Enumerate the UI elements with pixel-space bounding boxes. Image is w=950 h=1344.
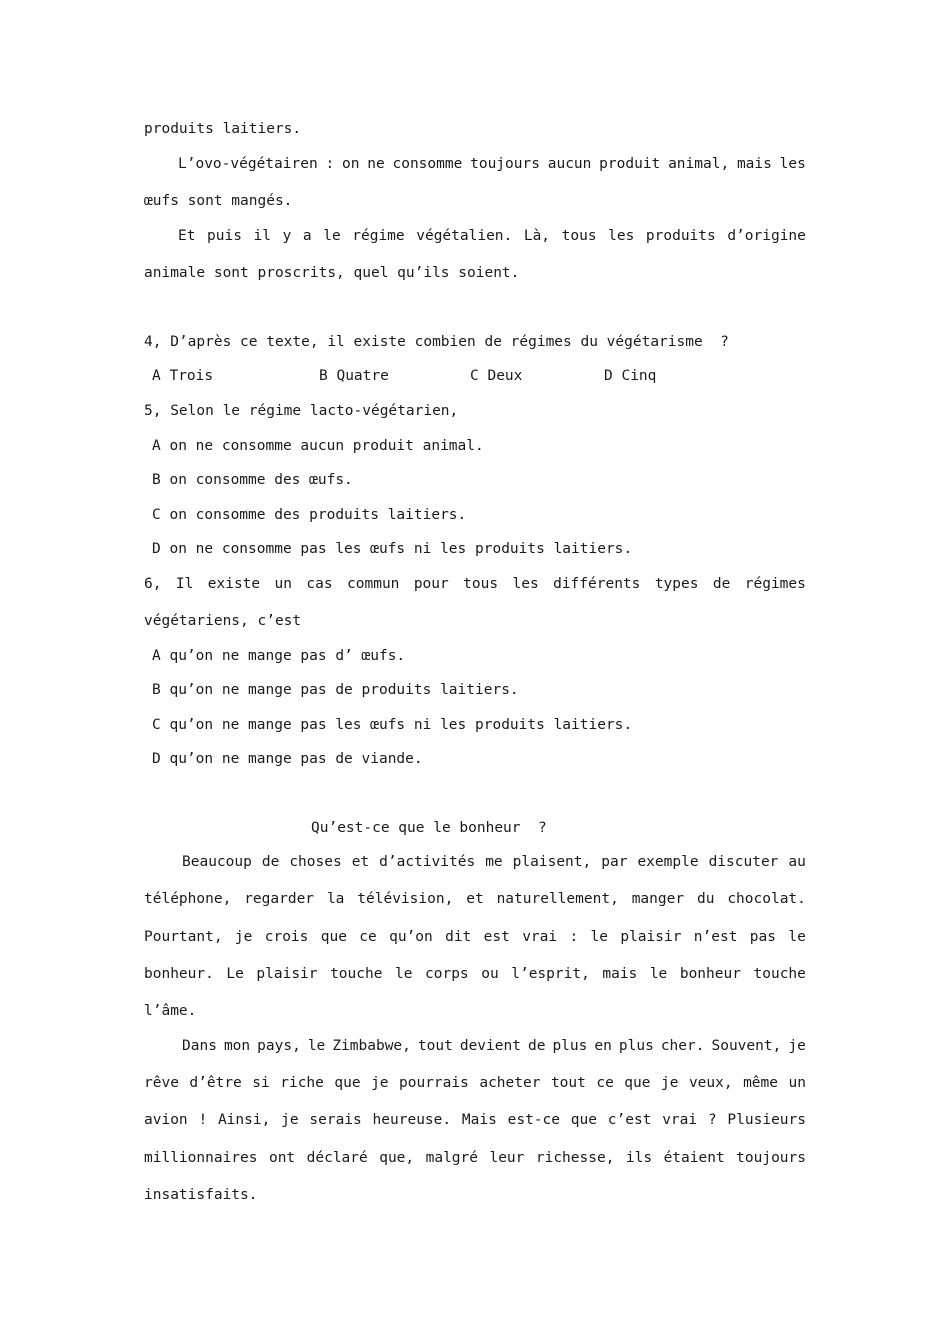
word: un: [788, 1075, 806, 1091]
word: naturellement,: [496, 891, 619, 907]
word: le: [395, 966, 413, 982]
word: les: [512, 576, 539, 592]
word: que: [320, 929, 347, 945]
passage1-ovo-line1: [178, 154, 806, 174]
word: si: [252, 1075, 270, 1091]
word: n’est: [693, 929, 738, 945]
word: c’est: [607, 1112, 652, 1128]
passage1-ovo-line2: œufs sont mangés.: [144, 193, 293, 209]
q5-option-a: A on ne consomme aucun produit animal.: [152, 438, 484, 454]
word: étaient: [663, 1150, 725, 1166]
word: plaisir: [256, 966, 318, 982]
passage2-p2-line1: [182, 1036, 806, 1056]
word: les: [779, 156, 806, 172]
word: mon: [223, 1038, 251, 1054]
word: riche: [280, 1075, 324, 1091]
passage2-p1-line5: l’âme.: [144, 1003, 197, 1019]
word: richesse,: [535, 1150, 615, 1166]
word: l’esprit,: [511, 966, 590, 982]
passage2-p2-line5: insatisfaits.: [144, 1187, 258, 1203]
word: produits: [645, 228, 716, 244]
word: au: [788, 854, 806, 870]
word: a: [302, 228, 312, 244]
word: L’ovo-végétairen: [178, 156, 318, 172]
word: je: [660, 1075, 679, 1091]
word: vrai: [662, 1112, 698, 1128]
q5-option-b: B on consomme des œufs.: [152, 472, 353, 488]
word: je: [788, 1038, 806, 1054]
word: serais: [309, 1112, 362, 1128]
word: régimes: [744, 576, 806, 592]
word: et: [466, 891, 484, 907]
word: tous: [561, 228, 597, 244]
word: que: [334, 1075, 361, 1091]
word: le: [307, 1038, 326, 1054]
word: mais: [736, 156, 772, 172]
word: Pourtant,: [144, 929, 223, 945]
passage1-line1: produits laitiers.: [144, 121, 302, 137]
question-4: 4, D’après ce texte, il existe combien de régimes du végétarisme ?: [144, 334, 729, 350]
word: mais: [602, 966, 638, 982]
word: existe: [207, 576, 261, 592]
word: commun: [347, 576, 400, 592]
word: plus: [618, 1038, 654, 1054]
word: ou: [481, 966, 499, 982]
q5-option-d: D on ne consomme pas les œufs ni les produits laitiers.: [152, 541, 633, 557]
word: ne: [367, 156, 385, 172]
word: je: [371, 1075, 389, 1091]
passage1-vegan-line2: animale sont proscrits, quel qu’ils soient.: [144, 265, 520, 281]
word: le: [788, 929, 806, 945]
word: malgré: [425, 1150, 478, 1166]
word: régime: [352, 228, 405, 244]
word: de: [527, 1038, 546, 1054]
word: bonheur.: [144, 966, 214, 982]
q4-option-d: D Cinq: [604, 368, 657, 384]
word: discuter: [708, 854, 779, 870]
word: ils: [625, 1150, 653, 1166]
word: tous: [463, 576, 499, 592]
word: pas: [749, 929, 776, 945]
word: je: [281, 1112, 299, 1128]
passage2-p2-line4: [144, 1148, 806, 1168]
word: corps: [425, 966, 469, 982]
word: les: [608, 228, 635, 244]
word: il: [253, 228, 272, 244]
word: chocolat.: [727, 891, 806, 907]
word: que: [624, 1075, 651, 1091]
word: pour: [413, 576, 449, 592]
word: ce: [359, 929, 377, 945]
word: Souvent,: [711, 1038, 782, 1054]
word: Zimbabwe,: [332, 1038, 411, 1054]
passage2-p1-line4: [144, 964, 806, 984]
word: par: [601, 854, 628, 870]
word: Et: [178, 228, 196, 244]
word: pays,: [257, 1038, 301, 1054]
word: regarder: [244, 891, 315, 907]
word: leur: [489, 1150, 525, 1166]
word: Le: [226, 966, 244, 982]
word: ?: [707, 1112, 717, 1128]
q4-option-a: A Trois: [152, 368, 214, 384]
word: plaisir: [620, 929, 682, 945]
word: même: [743, 1075, 778, 1091]
word: tout: [417, 1038, 453, 1054]
word: le: [649, 966, 668, 982]
word: cher.: [660, 1038, 705, 1054]
word: ont: [268, 1150, 296, 1166]
word: Là,: [523, 228, 551, 244]
word: différents: [553, 576, 641, 592]
word: rêve: [144, 1075, 179, 1091]
word: 6,: [144, 576, 162, 592]
word: le: [590, 929, 608, 945]
passage2-title: Qu’est-ce que le bonheur ?: [311, 820, 547, 836]
word: Mais: [461, 1112, 497, 1128]
word: Ainsi,: [217, 1112, 271, 1128]
word: choses: [289, 854, 342, 870]
passage1-vegan-line1: [178, 226, 806, 246]
word: est-ce: [507, 1112, 560, 1128]
word: le: [323, 228, 341, 244]
word: aucun: [547, 156, 592, 172]
word: !: [198, 1112, 208, 1128]
passage2-p1-line2: [144, 889, 806, 909]
word: toujours: [736, 1150, 806, 1166]
word: Plusieurs: [727, 1112, 806, 1128]
word: Beaucoup: [182, 854, 252, 870]
word: cas: [306, 576, 333, 592]
passage2-p1-line3: [144, 927, 806, 947]
word: téléphone,: [144, 891, 232, 907]
word: est: [483, 929, 510, 945]
word: de: [261, 854, 280, 870]
word: déclaré: [306, 1150, 368, 1166]
word: vrai: [522, 929, 558, 945]
passage2-p1-line1: [182, 852, 806, 872]
passage2-p2-line3: [144, 1110, 806, 1130]
word: millionnaires: [144, 1150, 258, 1166]
word: produit: [599, 156, 661, 172]
q6-option-a: A qu’on ne mange pas d’ œufs.: [152, 648, 406, 664]
word: veux,: [688, 1075, 733, 1091]
word: en: [594, 1038, 612, 1054]
question-6-line1: [144, 574, 806, 594]
word: d’origine: [727, 228, 806, 244]
word: :: [569, 929, 579, 945]
word: tout: [550, 1075, 586, 1091]
q5-option-c: C on consomme des produits laitiers.: [152, 507, 467, 523]
word: Il: [175, 576, 194, 592]
word: types: [654, 576, 699, 592]
question-5: 5, Selon le régime lacto-végétarien,: [144, 403, 459, 419]
question-6-line2: végétariens, c’est: [144, 613, 302, 629]
word: manger: [631, 891, 685, 907]
word: crois: [264, 929, 309, 945]
word: puis: [207, 228, 242, 244]
word: me: [485, 854, 503, 870]
word: ce: [596, 1075, 614, 1091]
q6-option-d: D qu’on ne mange pas de viande.: [152, 751, 423, 767]
word: plaisent,: [512, 854, 592, 870]
word: je: [234, 929, 253, 945]
word: télévision,: [357, 891, 454, 907]
word: un: [274, 576, 293, 592]
word: consomme: [392, 156, 463, 172]
word: la: [326, 891, 345, 907]
word: végétalien.: [416, 228, 513, 244]
word: acheter: [479, 1075, 541, 1091]
word: heureuse.: [372, 1112, 452, 1128]
word: plus: [552, 1038, 588, 1054]
word: et: [351, 854, 370, 870]
word: qu’on: [389, 929, 433, 945]
word: animal,: [668, 156, 730, 172]
word: bonheur: [679, 966, 741, 982]
word: dit: [445, 929, 472, 945]
word: toujours: [470, 156, 540, 172]
word: avion: [144, 1112, 188, 1128]
q4-option-c: C Deux: [470, 368, 523, 384]
word: y: [282, 228, 292, 244]
word: de: [712, 576, 731, 592]
word: d’être: [189, 1075, 242, 1091]
word: exemple: [637, 854, 699, 870]
word: Dans: [182, 1038, 217, 1054]
word: du: [696, 891, 715, 907]
q6-option-c: C qu’on ne mange pas les œufs ni les produits laitiers.: [152, 717, 633, 733]
word: pourrais: [399, 1075, 469, 1091]
word: touche: [753, 966, 806, 982]
q4-option-b: B Quatre: [319, 368, 389, 384]
word: on: [341, 156, 360, 172]
word: devient: [459, 1038, 521, 1054]
word: que: [570, 1112, 597, 1128]
word: touche: [330, 966, 383, 982]
word: que,: [379, 1150, 415, 1166]
word: :: [325, 156, 335, 172]
word: d’activités: [379, 854, 476, 870]
q6-option-b: B qu’on ne mange pas de produits laitiers.: [152, 682, 519, 698]
passage2-p2-line2: [144, 1073, 806, 1093]
